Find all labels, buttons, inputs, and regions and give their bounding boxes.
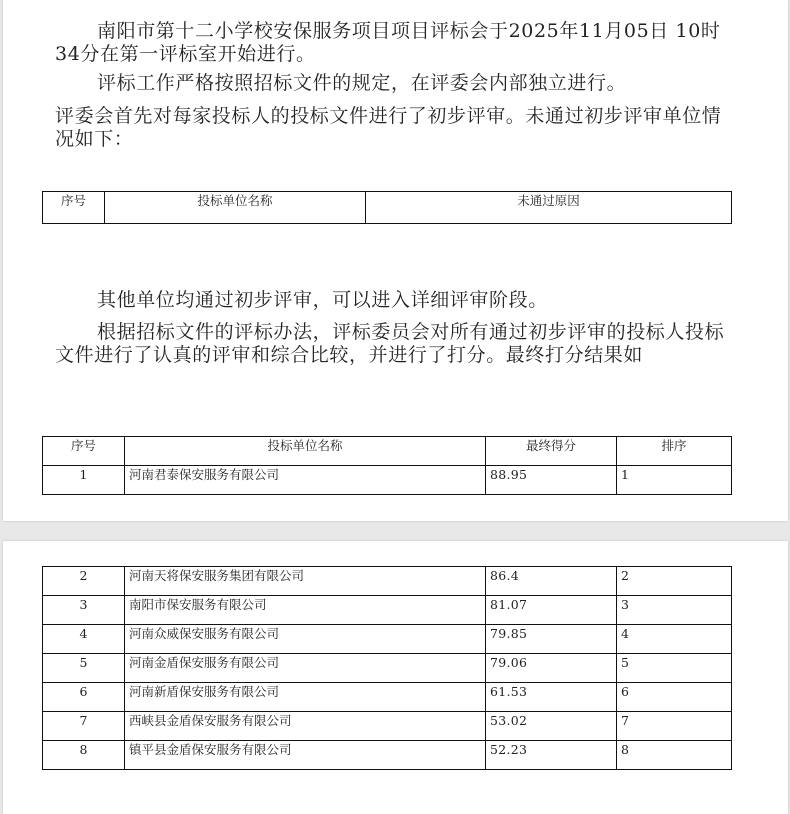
row-rank: 5 [617,654,732,683]
row-no: 7 [43,712,125,741]
row-rank: 7 [617,712,732,741]
document-page-1 [3,0,788,521]
row-no: 8 [43,741,125,770]
row-name: 河南金盾保安服务有限公司 [125,654,486,683]
row-score: 86.4 [486,567,617,596]
failed-header-name: 投标单位名称 [105,192,366,224]
table-row [43,712,732,741]
table-row [43,567,732,596]
document-page-2 [3,541,788,814]
row-rank: 4 [617,625,732,654]
row-score: 52.23 [486,741,617,770]
row-name: 河南天将保安服务集团有限公司 [125,567,486,596]
row-name: 镇平县金盾保安服务有限公司 [125,741,486,770]
row-score: 79.06 [486,654,617,683]
row-score: 88.95 [486,466,617,495]
failed-table-header-row [43,192,732,224]
table-row [43,741,732,770]
table-row [43,466,732,495]
row-no: 3 [43,596,125,625]
middle-paragraph-pass: 其他单位均通过初步评审，可以进入详细评审阶段。 [97,289,548,311]
row-score: 79.85 [486,625,617,654]
middle-paragraph-scoring: 根据招标文件的评标办法，评标委员会对所有通过初步评审的投标人投标文件进行了认真的评审和综合比较，并进行了打分。最终打分结果如 [55,321,725,366]
table-row [43,625,732,654]
score-table-part1 [42,436,732,495]
row-no: 6 [43,683,125,712]
intro-paragraph-meeting: 南阳市第十二小学校安保服务项目项目评标会于2025年11月05日 10时34分在第一评标室开始进行。 [55,20,721,65]
row-name: 河南众威保安服务有限公司 [125,625,486,654]
failed-bidders-table [42,191,732,224]
row-name: 南阳市保安服务有限公司 [125,596,486,625]
score-header-rank: 排序 [617,437,732,466]
row-no: 4 [43,625,125,654]
row-name: 河南新盾保安服务有限公司 [125,683,486,712]
score-header-name: 投标单位名称 [125,437,486,466]
table-row [43,654,732,683]
row-score: 53.02 [486,712,617,741]
row-name: 河南君泰保安服务有限公司 [125,466,486,495]
table-row [43,596,732,625]
row-rank: 8 [617,741,732,770]
row-rank: 3 [617,596,732,625]
intro-paragraph-procedure: 评标工作严格按照招标文件的规定，在评委会内部独立进行。 [97,72,627,94]
row-score: 61.53 [486,683,617,712]
score-table-header-row [43,437,732,466]
score-table-part2 [42,566,732,770]
row-no: 2 [43,567,125,596]
row-rank: 1 [617,466,732,495]
score-header-no: 序号 [43,437,125,466]
failed-header-no: 序号 [43,192,105,224]
row-name: 西峡县金盾保安服务有限公司 [125,712,486,741]
row-rank: 6 [617,683,732,712]
row-no: 1 [43,466,125,495]
row-rank: 2 [617,567,732,596]
table-row [43,683,732,712]
row-score: 81.07 [486,596,617,625]
intro-paragraph-preliminary: 评委会首先对每家投标人的投标文件进行了初步评审。未通过初步评审单位情况如下： [55,105,722,150]
score-header-score: 最终得分 [486,437,617,466]
failed-header-reason: 未通过原因 [366,192,732,224]
row-no: 5 [43,654,125,683]
